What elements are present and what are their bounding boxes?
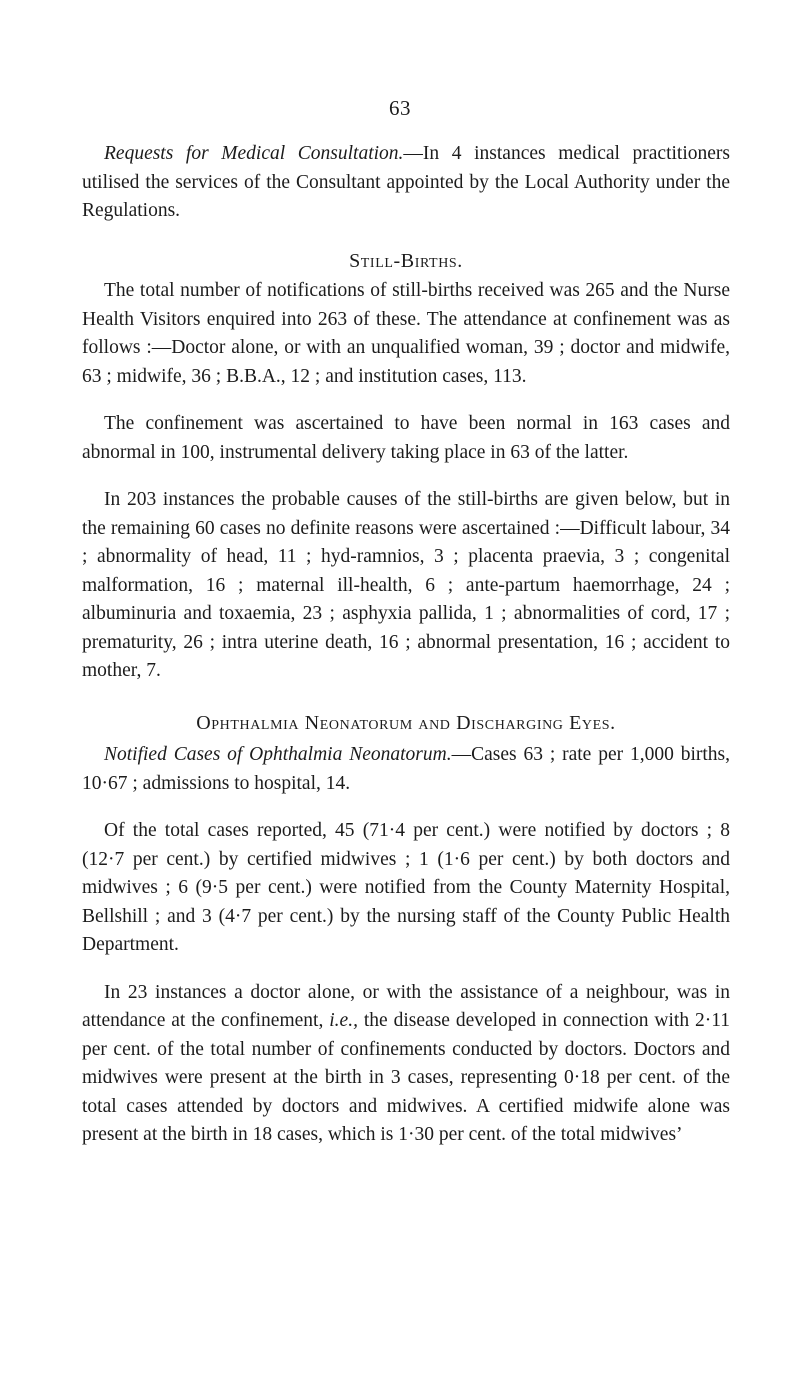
ophthalmia-notified-title: Notified Cases of Ophthalmia Neonatorum. <box>104 744 452 765</box>
ophthalmia-paragraph-3-part-b: the disease developed in connection with 2·11 per cent. of the total number of confinements conducted by doctors. Doctors and midwives were present at the birth in 3 cases, representing 0·18 per cent. of the total cases attended by doctors and midwives. A certified midwife alone was present at the birth in 18 cases, which is 1·30 per cent. of the total midwives’ <box>82 1010 731 1145</box>
requests-text: —In 4 instances medical practitioners utilised the services of the Consultant appointed by the Local Authority under the Regulations. <box>82 143 730 221</box>
still-births-heading: Still-Births. <box>349 249 463 272</box>
requests-title: Requests for Medical Consultation. <box>104 143 404 164</box>
ophthalmia-paragraph-3-part-a: In 23 instances a doctor alone, or with the assistance of a neighbour, was in attendance at the confinement, <box>82 981 730 1031</box>
page-number: 63 <box>389 96 411 120</box>
page-content <box>82 140 730 1150</box>
ophthalmia-heading: Ophthalmia Neonatorum and Discharging Eyes. <box>196 711 616 734</box>
requests-paragraph <box>82 140 730 226</box>
ophthalmia-notified-text: —Cases 63 ; rate per 1,000 births, 10·67 ; admissions to hospital, 14. <box>82 744 731 794</box>
still-births-paragraph-2: The confinement was ascertained to have been normal in 163 cases and abnormal in 100, instrumental delivery taking place in 63 of the latter. <box>82 413 730 463</box>
still-births-paragraph-3: In 203 instances the probable causes of the still-births are given below, but in the remaining 60 cases no definite reasons were ascertained :—Difficult labour, 34 ; abnormality of head, 11 ; hyd-ramnios, 3 ; placenta praevia, 3 ; congenital malformation, 16 ; maternal ill-health, 6 ; ante-partum haemorrhage, 24 ; albuminuria and toxaemia, 23 ; asphyxia pallida, 1 ; abnormalities of cord, 17 ; prematurity, 26 ; intra uterine death, 16 ; abnormal presentation, 16 ; accident to mother, 7. <box>82 489 730 681</box>
ophthalmia-paragraph-3 <box>82 979 730 1150</box>
still-births-paragraph-1: The total number of notifications of still-births received was 265 and the Nurse Health Visitors enquired into 263 of these. The attendance at confinement was as follows :—Doctor alone, or with an unqualified woman, 39 ; doctor and midwife, 63 ; midwife, 36 ; B.B.A., 12 ; and institution cases, 113. <box>82 280 730 387</box>
ophthalmia-notified-paragraph <box>82 741 730 798</box>
ophthalmia-paragraph-3-ie: i.e., <box>329 1010 358 1031</box>
ophthalmia-paragraph-2: Of the total cases reported, 45 (71·4 per cent.) were notified by doctors ; 8 (12·7 per cent.) by certified midwives ; 1 (1·6 per cent.) by both doctors and midwives ; 6 (9·5 per cent.) were notified from the County Maternity Hospital, Bellshill ; and 3 (4·7 per cent.) by the nursing staff of the County Public Health Department. <box>82 820 730 955</box>
